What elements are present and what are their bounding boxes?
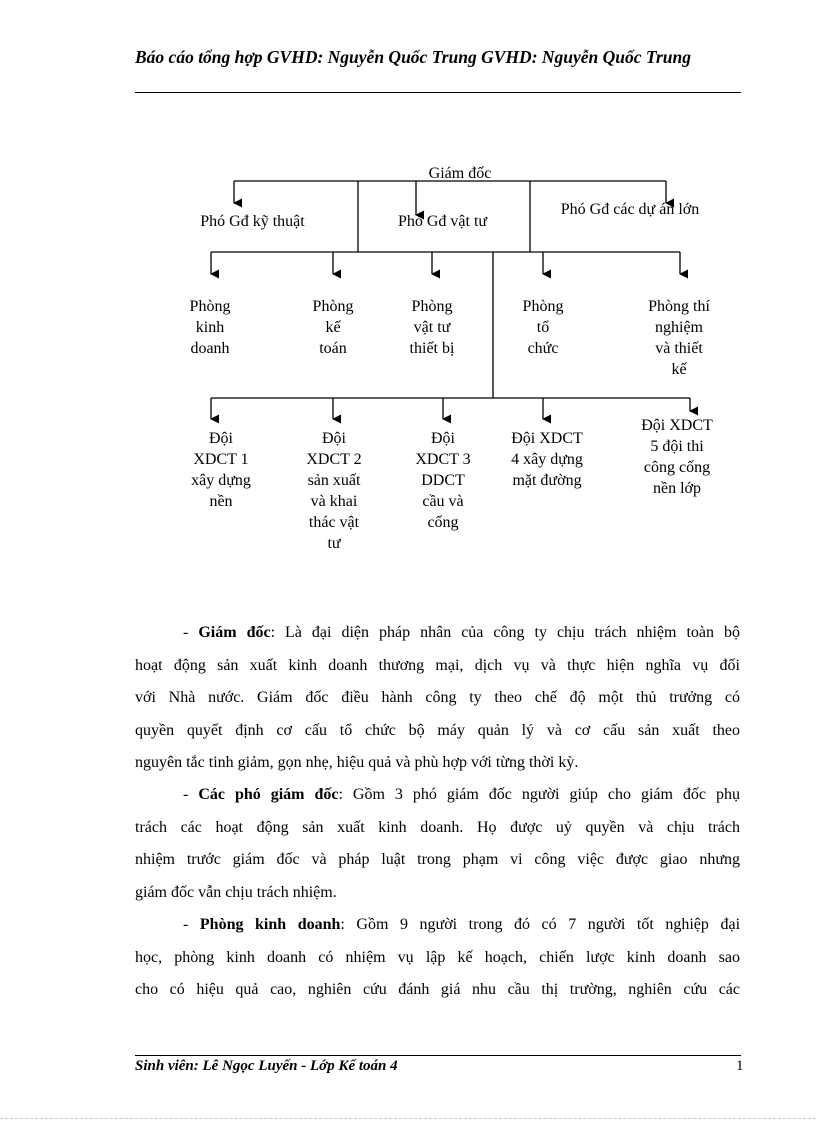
para-line: - Các phó giám đốc: Gồm 3 phó giám đốc người giúp cho giám đốc phụ bbox=[183, 786, 741, 803]
node-team-3: Đội XDCT 3 DDCT cầu và cống bbox=[415, 430, 471, 531]
node-deputy-technical: Phó Gđ kỹ thuật bbox=[200, 213, 305, 230]
para-line: với Nhà nước. Giám đốc điều hành công ty theo chế độ một thủ trưởng có bbox=[135, 689, 740, 706]
para-line: - Giám đốc: Là đại diện pháp nhân của công ty chịu trách nhiệm toàn bộ bbox=[183, 624, 741, 641]
para-line: quyền quyết định cơ cấu tổ chức bộ máy quản lý và cơ cấu sản xuất theo bbox=[135, 721, 740, 739]
page-header: Báo cáo tổng hợp GVHD: Nguyễn Quốc Trung GVHD: Nguyễn Quốc Trung bbox=[135, 47, 691, 67]
para-line: hoạt động sản xuất kinh doanh thương mại, dịch vụ và thực hiện nghĩa vụ đối bbox=[135, 656, 740, 674]
para-line: cho có hiệu quả cao, nghiên cứu đánh giá nhu cầu thị trường, nghiên cứu các bbox=[135, 981, 740, 998]
node-team-4: Đội XDCT 4 xây dựng mặt đường bbox=[511, 430, 583, 489]
page-bottom-edge bbox=[0, 1118, 816, 1119]
node-team-5: Đội XDCT 5 đội thi công cống nền lớp bbox=[641, 417, 713, 497]
para-line-rest: : Gồm 9 người trong đó có 7 người tốt nghiệp đại bbox=[340, 916, 741, 933]
para-line: giám đốc vẫn chịu trách nhiệm. bbox=[135, 883, 337, 901]
node-dept-materials: Phòng vật tư thiết bị bbox=[409, 298, 455, 357]
term-deputies: Các phó giám đốc bbox=[198, 786, 339, 803]
node-dept-accounting: Phòng kế toán bbox=[312, 298, 354, 357]
para-line-rest: : Gồm 3 phó giám đốc người giúp cho giám đốc phụ bbox=[338, 786, 741, 803]
page-number: 1 bbox=[736, 1058, 744, 1074]
node-dept-lab-design: Phòng thí nghiệm và thiết kế bbox=[648, 298, 710, 378]
paragraph-director bbox=[135, 617, 740, 780]
para-line: trách các hoạt động sản xuất kinh doanh. Họ được uỷ quyền và chịu trách bbox=[135, 818, 740, 836]
para-line: - Phòng kinh doanh: Gồm 9 người trong đó có 7 người tốt nghiệp đại bbox=[183, 916, 741, 933]
footer-rule bbox=[135, 1055, 741, 1056]
node-dept-business: Phòng kinh doanh bbox=[189, 298, 231, 357]
node-dept-organization: Phòng tổ chức bbox=[522, 298, 564, 357]
node-deputy-projects: Phó Gđ các dự án lớn bbox=[560, 201, 700, 218]
para-line: nguyên tắc tinh giảm, gọn nhẹ, hiệu quả và phù hợp với từng thời kỳ. bbox=[135, 754, 579, 771]
page-footer: Sinh viên: Lê Ngọc Luyến - Lớp Kế toán 4 bbox=[135, 1058, 398, 1074]
paragraph-deputies bbox=[135, 779, 740, 909]
term-director: Giám đốc bbox=[198, 624, 271, 641]
node-deputy-materials: Phó Gđ vật tư bbox=[397, 213, 488, 230]
para-line: nhiệm trước giám đốc và pháp luật trong phạm vi công việc được giao nhưng bbox=[135, 851, 740, 868]
paragraph-business-dept bbox=[135, 909, 740, 1007]
para-line: học, phòng kinh doanh có nhiệm vụ lập kế hoạch, chiến lược kinh doanh sao bbox=[135, 948, 740, 966]
node-team-1: Đội XDCT 1 xây dựng nền bbox=[191, 430, 251, 510]
node-director: Giám đốc bbox=[428, 165, 492, 182]
term-business-dept: Phòng kinh doanh bbox=[199, 916, 341, 933]
para-line-rest: : Là đại diện pháp nhân của công ty chịu trách nhiệm toàn bộ bbox=[270, 624, 741, 641]
node-team-2: Đội XDCT 2 sản xuất và khai thác vật tư bbox=[306, 430, 362, 552]
